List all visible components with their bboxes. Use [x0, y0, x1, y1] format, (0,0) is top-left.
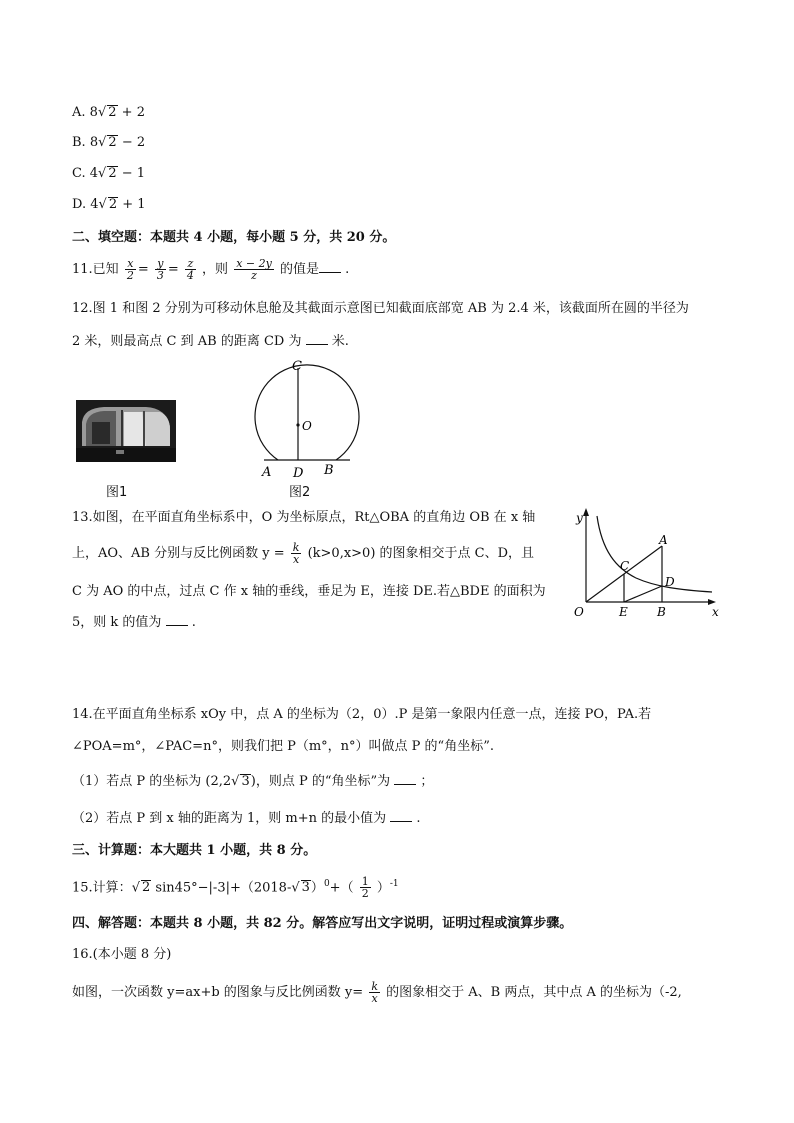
question-16-line-1: 如图，一次函数 y=ax+b 的图象与反比例函数 y= $\frac{k}{x}$ 的图象相交于 A、B 两点，其中点 A 的坐标为（-2,	[72, 980, 682, 1005]
y-axis-label: y	[576, 511, 583, 525]
option-c[interactable]: C. 4√ 2 − 1	[72, 166, 146, 181]
figure-1-label: 图1	[106, 485, 128, 500]
option-d[interactable]: D. 4√ 2 + 1	[72, 197, 146, 212]
cross-section-figure	[240, 356, 360, 482]
answer-blank[interactable]	[390, 809, 412, 822]
answer-blank[interactable]	[394, 772, 416, 785]
section-2-title: 二、填空题：本题共 4 小题，每小题 5 分，共 20 分。	[72, 230, 396, 245]
question-13-line-3: C 为 AO 的中点，过点 C 作 x 轴的垂线，垂足为 E，连接 DE.若△BDE 的面积为	[72, 584, 546, 599]
answer-blank[interactable]	[166, 613, 188, 626]
question-12-line-2: 2 米，则最高点 C 到 AB 的距离 CD 为 米.	[72, 334, 349, 349]
section-3-title: 三、计算题：本大题共 1 小题，共 8 分。	[72, 843, 317, 858]
point-c-label: C	[620, 559, 630, 573]
capsule-photo-figure	[76, 400, 176, 462]
point-e-label: E	[619, 605, 628, 619]
fraction-expression: $\frac{x - 2y}{z}$	[236, 257, 272, 282]
question-12-line-1: 12.图 1 和图 2 分别为可移动休息舱及其截面示意图已知截面底部宽 AB 为 2.4 米，该截面所在圆的半径为	[72, 301, 689, 316]
figure-2-label: 图2	[289, 485, 311, 500]
point-o-label: O	[302, 419, 312, 433]
option-a[interactable]: A. 8√ 2 + 2	[72, 105, 145, 120]
point-o-label: O	[574, 605, 584, 619]
question-14-part-1: （1）若点 P 的坐标为 (2,2√ 3)，则点 P 的“角坐标”为 ；	[72, 774, 434, 789]
x-axis-label: x	[712, 605, 719, 619]
point-b-label: B	[657, 605, 666, 619]
point-a-label: A	[262, 465, 272, 480]
question-15: 15.计算：√ 2 sin45°−|-3|+（2018-√ 3）$^0$+（ $\frac{1}{2}$ ）$^{-1}$	[72, 875, 399, 901]
question-11: 11.已知 $\frac{x}{2}$ = $\frac{y}{3}$ = $\frac{z}{4}$ ，则 $\frac{x - 2y}{z}$ 的值是 .	[72, 257, 350, 282]
option-b[interactable]: B. 8√ 2 − 2	[72, 135, 146, 150]
question-14-part-2: （2）若点 P 到 x 轴的距离为 1，则 m+n 的最小值为 .	[72, 811, 421, 826]
fraction-k-x: $\frac{k}{x}$	[292, 541, 300, 566]
question-14-line-1: 14.在平面直角坐标系 xOy 中，点 A 的坐标为（2，0）.P 是第一象限内任意一点，连接 PO，PA.若	[72, 707, 652, 722]
point-a-label: A	[659, 533, 668, 547]
question-13-line-4: 5，则 k 的值为 .	[72, 615, 196, 630]
fraction-y-3: $\frac{y}{3}$	[156, 257, 164, 282]
point-d-label: D	[665, 575, 675, 589]
fraction-z-4: $\frac{z}{4}$	[186, 257, 194, 282]
question-14-line-2: ∠POA=m°，∠PAC=n°，则我们把 P（m°，n°）叫做点 P 的“角坐标”.	[72, 739, 494, 754]
question-13-line-2: 上，AO、AB 分别与反比例函数 y = $\frac{k}{x}$ (k>0,x>0) 的图象相交于点 C、D，且	[72, 541, 535, 566]
point-c-label: C	[292, 359, 302, 374]
coordinate-figure	[566, 506, 726, 622]
section-4-title: 四、解答题：本题共 8 小题，共 82 分。解答应写出文字说明，证明过程或演算步骤。	[72, 916, 573, 931]
question-16-head: 16.(本小题 8 分)	[72, 947, 172, 962]
fraction-1-2: $\frac{1}{2}$	[361, 875, 369, 901]
segment-de	[624, 586, 662, 602]
answer-blank[interactable]	[319, 260, 341, 273]
point-b-label: B	[324, 463, 334, 478]
center-point	[296, 423, 299, 426]
arc	[255, 365, 359, 460]
fraction-k-x: $\frac{k}{x}$	[371, 980, 378, 1005]
fraction-x-2: $\frac{x}{2}$	[126, 257, 134, 282]
point-d-label: D	[293, 466, 304, 481]
answer-blank[interactable]	[306, 332, 328, 345]
question-13-line-1: 13.如图，在平面直角坐标系中，O 为坐标原点，Rt△OBA 的直角边 OB 在 x 轴	[72, 510, 536, 525]
